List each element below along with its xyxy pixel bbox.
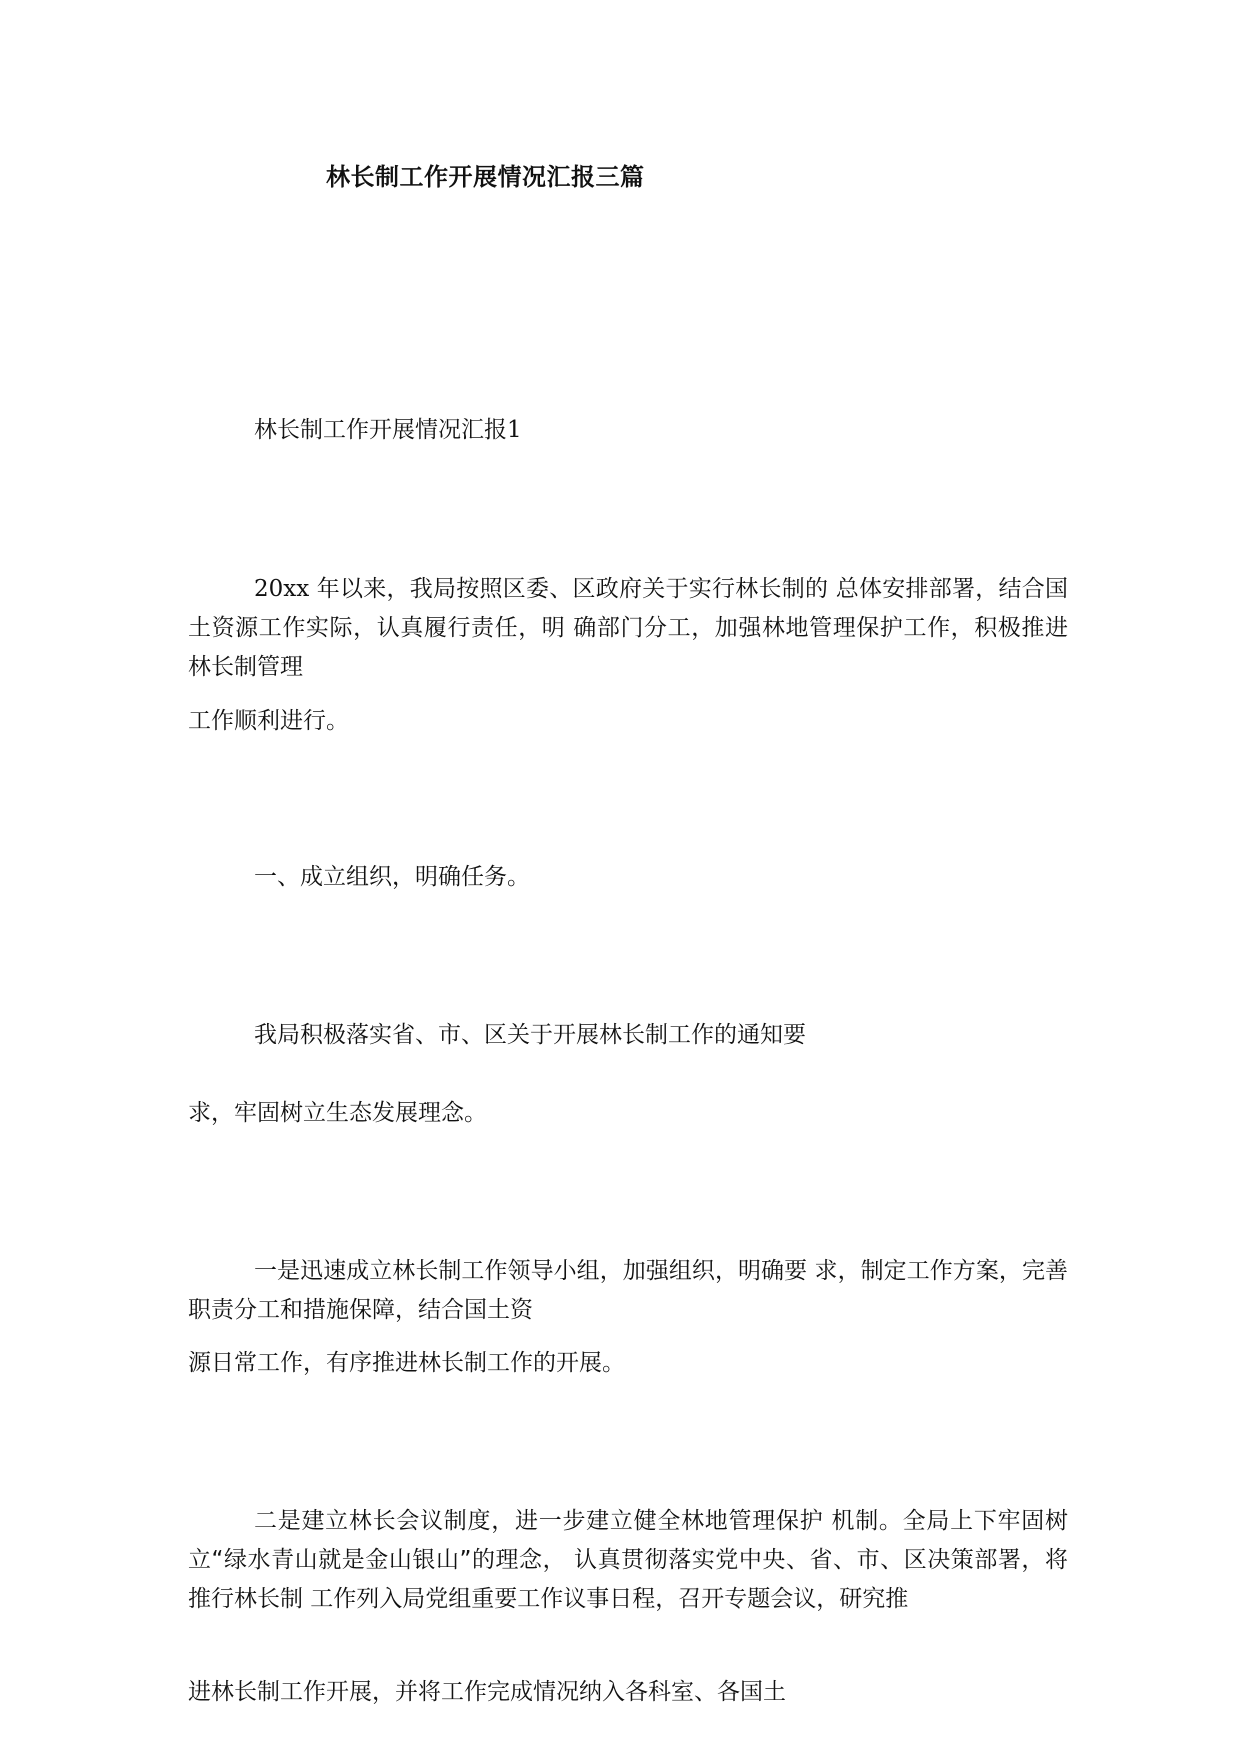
document-title: 林长制工作开展情况汇报三篇 <box>326 163 645 191</box>
paragraph-1-year: 20xx <box>254 576 310 602</box>
paragraph-3-continuation: 源日常工作，有序推进林长制工作的开展。 <box>188 1350 625 1376</box>
paragraph-2: 我局积极落实省、市、区关于开展林长制工作的通知要 <box>254 1022 806 1048</box>
paragraph-1 <box>188 570 1068 687</box>
paragraph-1-continuation: 工作顺利进行。 <box>188 708 349 734</box>
paragraph-2-continuation: 求，牢固树立生态发展理念。 <box>188 1100 487 1126</box>
heading-1: 一、成立组织，明确任务。 <box>254 864 530 890</box>
paragraph-4-continuation: 进林长制工作开展，并将工作完成情况纳入各科室、各国土 <box>188 1679 786 1705</box>
section-subtitle <box>254 415 522 445</box>
paragraph-1-text: 年以来，我局按照区委、区政府关于实行林长制的 总体安排部署，结合国土资源工作实际，认真履行责任，明 确部门分工，加强林地管理保护工作，积极推进林长制管理 <box>188 576 1068 680</box>
section-subtitle-number: 1 <box>507 417 522 443</box>
paragraph-3: 一是迅速成立林长制工作领导小组，加强组织，明确要 求，制定工作方案，完善职责分工和措施保障，结合国土资 <box>188 1258 1068 1323</box>
paragraph-4: 二是建立林长会议制度，进一步建立健全林地管理保护 机制。全局上下牢固树立“绿水青山就是金山银山”的理念， 认真贯彻落实党中央、省、市、区决策部署，将推行林长制 工作列入局党组重要工作议事日程，召开专题会议，研究推 <box>188 1508 1068 1612</box>
section-subtitle-text: 林长制工作开展情况汇报 <box>254 417 507 443</box>
